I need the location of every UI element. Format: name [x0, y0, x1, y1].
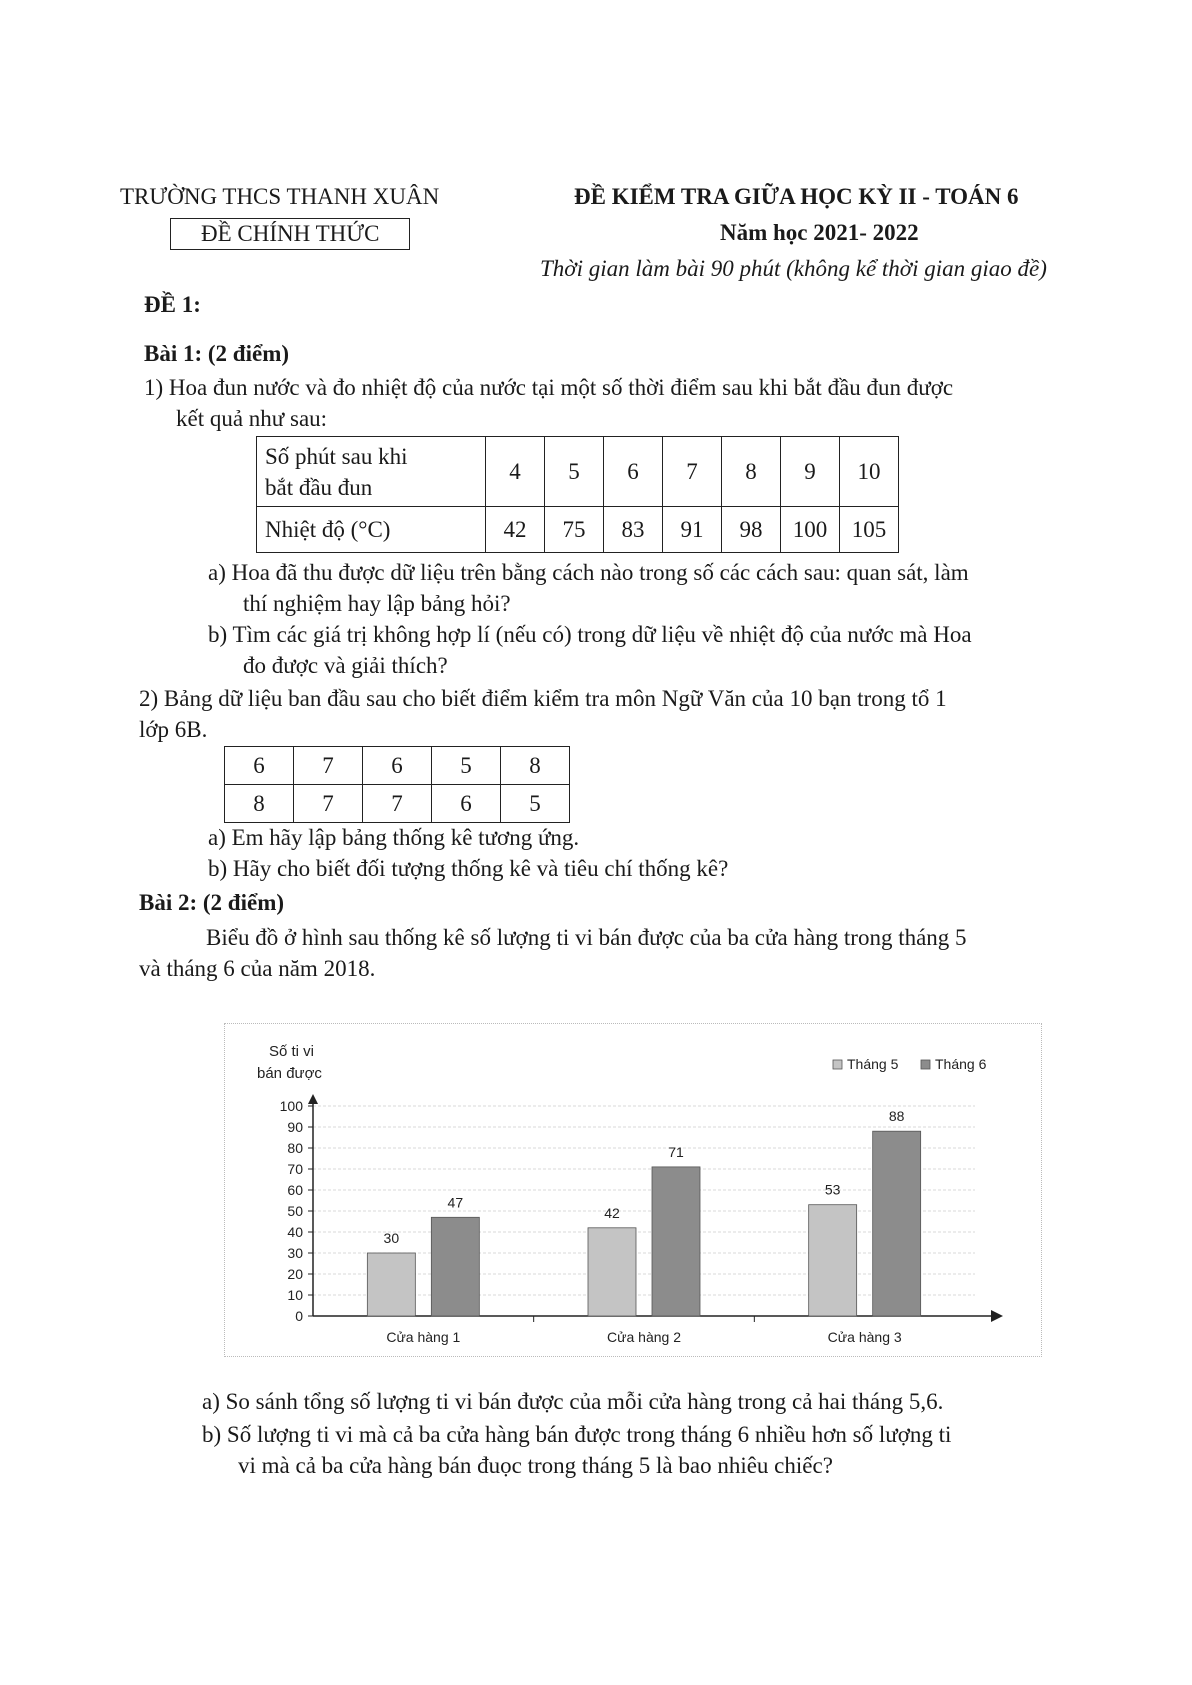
y-tick-label: 60	[287, 1182, 303, 1198]
legend-swatch	[833, 1060, 842, 1069]
bai1-q1a-line1: a) Hoa đã thu được dữ liệu trên bằng cách nào trong số các cách sau: quan sát, làm	[208, 560, 969, 585]
chart-frame	[224, 1023, 1042, 1357]
table-cell: 8	[225, 785, 294, 823]
table-cell: 5	[501, 785, 570, 823]
y-axis-arrow	[308, 1094, 318, 1104]
table-cell: 7	[663, 437, 722, 507]
table-cell: 4	[486, 437, 545, 507]
table-row	[225, 785, 570, 823]
bai2-intro-line2: và tháng 6 của năm 2018.	[139, 956, 376, 981]
bai1-q2a: a) Em hãy lập bảng thống kê tương ứng.	[208, 825, 580, 850]
y-axis-label: Số ti vi	[269, 1043, 315, 1060]
y-tick-label: 0	[295, 1308, 303, 1324]
bai1-title: Bài 1: (2 điểm)	[144, 341, 290, 366]
exam-time: Thời gian làm bài 90 phút (không kể thời gian giao đề)	[540, 256, 1047, 281]
table-cell: 91	[663, 507, 722, 553]
exam-code: ĐỀ 1:	[144, 292, 201, 317]
table-cell: 75	[545, 507, 604, 553]
bai2-intro-line1: Biểu đồ ở hình sau thống kê số lượng ti vi bán được của ba cửa hàng trong tháng 5	[206, 925, 967, 950]
table-cell: 98	[722, 507, 781, 553]
y-tick-label: 80	[287, 1140, 303, 1156]
y-tick-label: 100	[279, 1098, 303, 1114]
x-axis-arrow	[991, 1310, 1003, 1322]
exam-title: ĐỀ KIỂM TRA GIỮA HỌC KỲ II - TOÁN 6	[574, 184, 1019, 209]
y-tick-label: 40	[287, 1224, 303, 1240]
data-label: 47	[447, 1194, 464, 1211]
y-tick-label: 90	[287, 1119, 303, 1135]
table-cell: 6	[225, 747, 294, 785]
y-tick-label: 50	[287, 1203, 303, 1219]
minutes-label: Số phút sau khi bắt đầu đun	[257, 437, 486, 507]
table-cell: 8	[722, 437, 781, 507]
bai1-q1-line2: kết quả như sau:	[176, 406, 328, 431]
table-row	[257, 507, 899, 553]
bar	[431, 1217, 479, 1316]
bai2-qb-line1: b) Số lượng ti vi mà cả ba cửa hàng bán được trong tháng 6 nhiều hơn số lượng ti	[202, 1422, 952, 1447]
bar	[588, 1228, 636, 1316]
table-cell: 5	[432, 747, 501, 785]
table-cell: 6	[432, 785, 501, 823]
x-tick-label: Cửa hàng 3	[827, 1329, 902, 1345]
y-tick-label: 70	[287, 1161, 303, 1177]
table-cell: 6	[363, 747, 432, 785]
x-tick-label: Cửa hàng 1	[386, 1329, 461, 1345]
legend-swatch	[921, 1060, 930, 1069]
bai1-q2-line1: 2) Bảng dữ liệu ban đầu sau cho biết điểm kiểm tra môn Ngữ Văn của 10 bạn trong tổ 1	[139, 686, 947, 711]
table-row	[257, 437, 899, 507]
temperature-label: Nhiệt độ (°C)	[257, 507, 486, 553]
table-cell: 10	[840, 437, 899, 507]
bar	[652, 1167, 700, 1316]
temperature-table	[256, 436, 899, 553]
table-cell: 7	[294, 785, 363, 823]
bai1-q1b-line1: b) Tìm các giá trị không hợp lí (nếu có) trong dữ liệu về nhiệt độ của nước mà Hoa	[208, 622, 972, 647]
bar	[809, 1205, 857, 1316]
bai2-title: Bài 2: (2 điểm)	[139, 890, 285, 915]
y-tick-label: 30	[287, 1245, 303, 1261]
table-cell: 9	[781, 437, 840, 507]
data-label: 30	[383, 1230, 400, 1246]
school-name: TRƯỜNG THCS THANH XUÂN	[120, 184, 440, 209]
bai1-q2b: b) Hãy cho biết đối tượng thống kê và tiêu chí thống kê?	[208, 856, 729, 881]
y-tick-label: 20	[287, 1266, 303, 1282]
table-cell: 8	[501, 747, 570, 785]
bar-chart	[225, 1024, 1041, 1356]
bai1-q2-line2: lớp 6B.	[139, 717, 208, 742]
table-row	[225, 747, 570, 785]
y-tick-label: 10	[287, 1287, 303, 1303]
table-cell: 83	[604, 507, 663, 553]
official-label: ĐỀ CHÍNH THỨC	[170, 218, 410, 250]
bai2-qb-line2: vi mà cả ba cửa hàng bán đuọc trong tháng 5 là bao nhiêu chiếc?	[238, 1453, 833, 1478]
x-tick-label: Cửa hàng 2	[607, 1329, 681, 1345]
table-cell: 100	[781, 507, 840, 553]
bar	[873, 1131, 921, 1316]
bar	[367, 1253, 415, 1316]
table-cell: 105	[840, 507, 899, 553]
legend-label: Tháng 6	[935, 1056, 987, 1072]
bai1-q1a-line2: thí nghiệm hay lập bảng hỏi?	[243, 591, 511, 616]
data-label: 88	[888, 1108, 905, 1125]
bai1-q1b-line2: đo được và giải thích?	[243, 653, 448, 678]
y-axis-label: bán được	[257, 1065, 322, 1082]
table-cell: 7	[294, 747, 363, 785]
bai1-q1-line1: 1) Hoa đun nước và đo nhiệt độ của nước tại một số thời điểm sau khi bắt đầu đun được	[144, 375, 954, 400]
data-label: 53	[824, 1181, 841, 1198]
table-cell: 7	[363, 785, 432, 823]
table-cell: 42	[486, 507, 545, 553]
data-label: 42	[604, 1204, 620, 1221]
score-table	[224, 746, 570, 823]
data-label: 71	[668, 1143, 684, 1160]
bai2-qa: a) So sánh tổng số lượng ti vi bán được của mỗi cửa hàng trong cả hai tháng 5,6.	[202, 1389, 944, 1414]
table-cell: 5	[545, 437, 604, 507]
legend-label: Tháng 5	[847, 1056, 899, 1072]
school-year: Năm học 2021- 2022	[720, 220, 919, 245]
table-cell: 6	[604, 437, 663, 507]
